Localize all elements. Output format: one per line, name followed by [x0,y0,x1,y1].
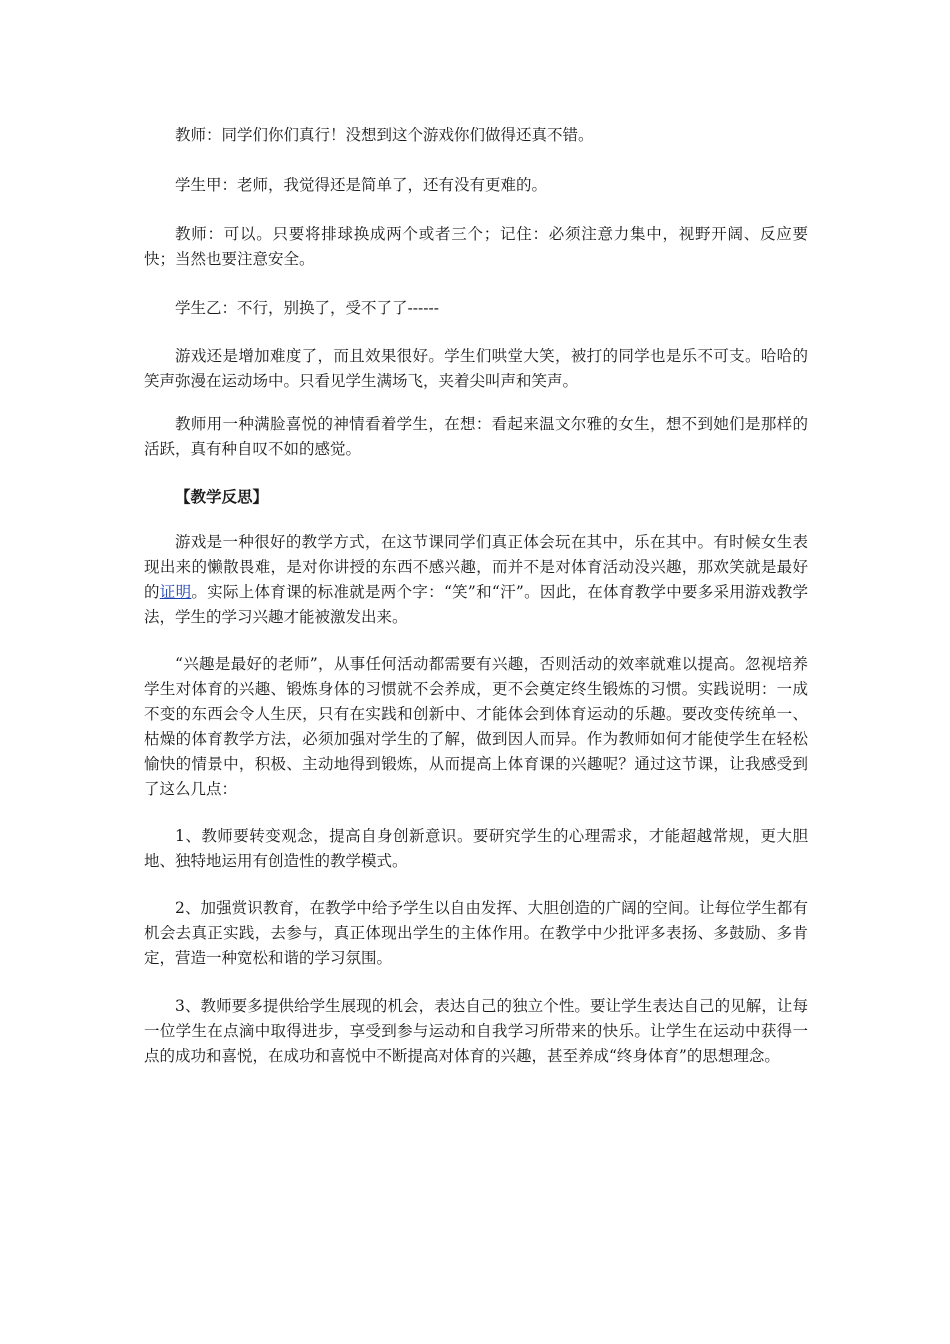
reflection-paragraph-1 [144,530,808,630]
dialogue-student-a: 学生甲：老师，我觉得还是简单了，还有没有更难的。 [175,176,548,194]
dialogue-teacher-2: 教师：可以。只要将排球换成两个或者三个；记住：必须注意力集中，视野开阔、反应要快；当然也要注意安全。 [144,225,808,268]
dialogue-student-b: 学生乙：不行，别换了，受不了了------ [175,299,439,317]
narrative-paragraph-2: 教师用一种满脸喜悦的神情看着学生，在想：看起来温文尔雅的女生，想不到她们是那样的活跃，真有种自叹不如的感觉。 [144,415,808,458]
reflection-paragraph-2: “兴趣是最好的老师”，从事任何活动都需要有兴趣，否则活动的效率就难以提高。忽视培养学生对体育的兴趣、锻炼身体的习惯就不会养成，更不会奠定终生锻炼的习惯。实践说明：一成不变的东西会令人生厌，只有在实践和创新中、才能体会到体育运动的乐趣。要改变传统单一、枯燥的体育教学方法，必须加强对学生的了解，做到因人而异。作为教师如何才能使学生在轻松愉快的情景中，积极、主动地得到锻炼，从而提高上体育课的兴趣呢？通过这节课，让我感受到了这么几点： [144,655,808,798]
reflection-point-2: 2、加强赏识教育，在教学中给予学生以自由发挥、大胆创造的广阔的空间。让每位学生都有机会去真正实践，去参与，真正体现出学生的主体作用。在教学中少批评多表扬、多鼓励、多肯定，营造一种宽松和谐的学习氛围。 [144,899,808,967]
reflection-text-before-link: 游戏是一种很好的教学方式，在这节课同学们真正体会玩在其中，乐在其中。有时候女生表现出来的懒散畏难，是对你讲授的东西不感兴趣，而并不是对体育活动没兴趣，那欢笑就是最好的 [144,533,808,601]
reflection-point-1: 1、教师要转变观念，提高自身创新意识。要研究学生的心理需求，才能超越常规，更大胆地、独特地运用有创造性的教学模式。 [144,827,808,870]
narrative-paragraph-1: 游戏还是增加难度了，而且效果很好。学生们哄堂大笑，被打的同学也是乐不可支。哈哈的笑声弥漫在运动场中。只看见学生满场飞，夹着尖叫声和笑声。 [144,347,808,390]
proof-link[interactable]: 证明 [159,583,192,601]
reflection-text-after-link: 。实际上体育课的标准就是两个字：“笑”和“汗”。因此，在体育教学中要多采用游戏教学法，学生的学习兴趣才能被激发出来。 [144,583,808,626]
reflection-point-3: 3、教师要多提供给学生展现的机会，表达自己的独立个性。要让学生表达自己的见解，让每一位学生在点滴中取得进步，享受到参与运动和自我学习所带来的快乐。让学生在运动中获得一点的成功和喜悦，在成功和喜悦中不断提高对体育的兴趣，甚至养成“终身体育”的思想理念。 [144,997,808,1065]
reflection-heading: 【教学反思】 [175,487,269,506]
dialogue-teacher-1: 教师：同学们你们真行！没想到这个游戏你们做得还真不错。 [175,126,594,144]
